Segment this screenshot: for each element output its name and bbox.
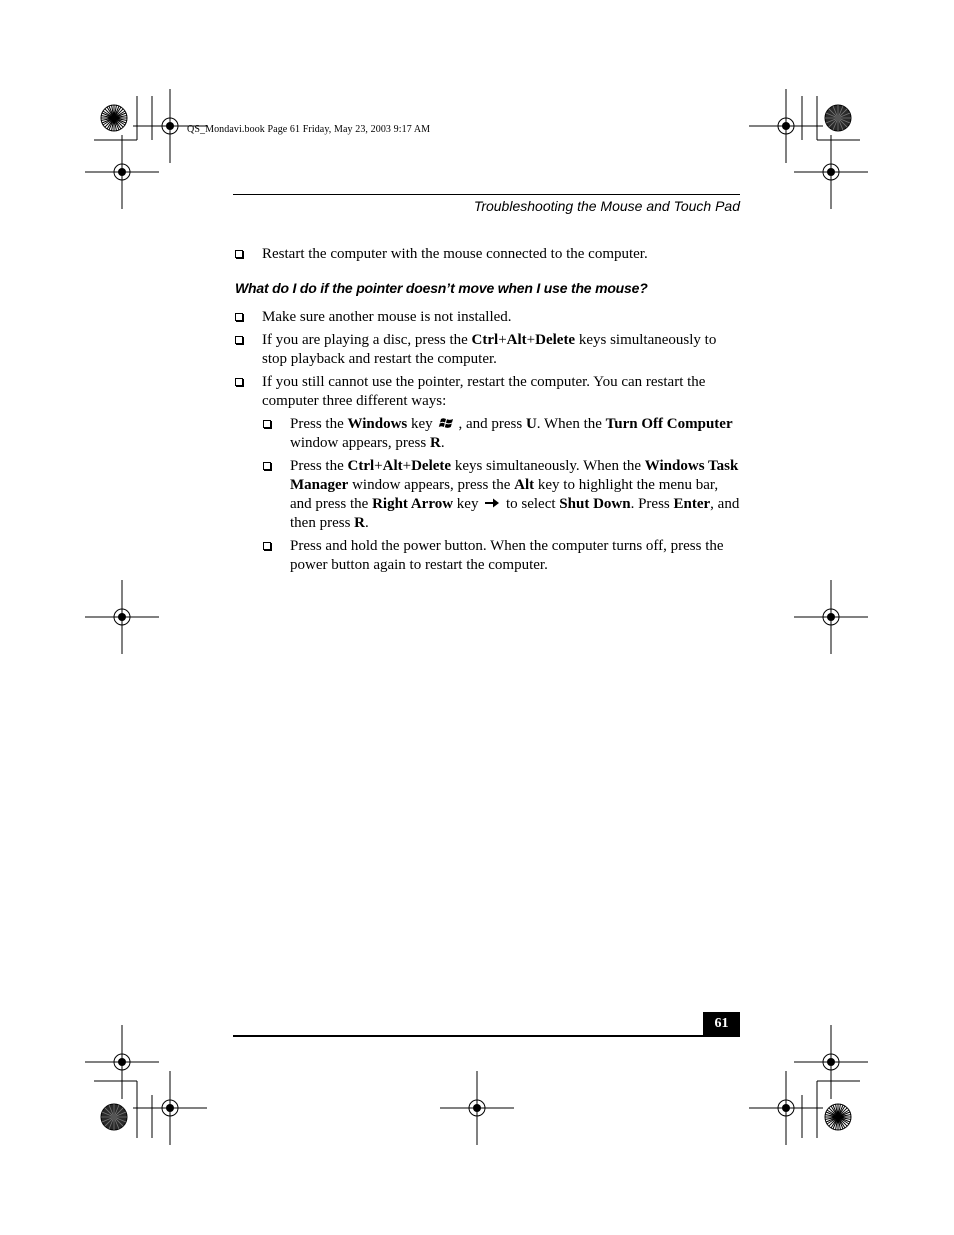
checkbox-bullet-icon [263, 420, 271, 428]
checkbox-bullet-icon [235, 336, 243, 344]
checkbox-bullet-icon [235, 313, 243, 321]
checkbox-bullet-icon [263, 542, 271, 550]
sub-list-item: Press the Ctrl+Alt+Delete keys simultaneously. When the Windows Task Manager window appears, press the Alt key to highlight the menu bar, and press the Right Arrow key to select Shut Down. Press Enter, and then press R. [261, 457, 741, 533]
page-number: 61 [703, 1012, 740, 1036]
running-head: Troubleshooting the Mouse and Touch Pad [473, 198, 740, 214]
header-rule [233, 194, 740, 195]
list-item: Restart the computer with the mouse connected to the computer. [233, 245, 741, 264]
right-arrow-icon [484, 497, 500, 509]
checkbox-bullet-icon [235, 250, 243, 258]
list-item: If you still cannot use the pointer, restart the computer. You can restart the computer three different ways: [233, 373, 741, 411]
question-heading: What do I do if the pointer doesn’t move when I use the mouse? [235, 280, 648, 296]
list-item: Make sure another mouse is not installed. [233, 308, 741, 327]
page-content [233, 245, 741, 579]
sub-list-item: Press and hold the power button. When the computer turns off, press the power button again to restart the computer. [261, 537, 741, 575]
windows-key-icon [438, 416, 456, 430]
footer-rule [233, 1035, 740, 1037]
checkbox-bullet-icon [235, 378, 243, 386]
print-slug: QS_Mondavi.book Page 61 Friday, May 23, 2003 9:17 AM [187, 124, 431, 135]
list-item: If you are playing a disc, press the Ctrl+Alt+Delete keys simultaneously to stop playback and restart the computer. [233, 331, 741, 369]
checkbox-bullet-icon [263, 462, 271, 470]
sub-list-item: Press the Windows key , and press U. When the Turn Off Computer window appears, press R. [261, 415, 741, 453]
